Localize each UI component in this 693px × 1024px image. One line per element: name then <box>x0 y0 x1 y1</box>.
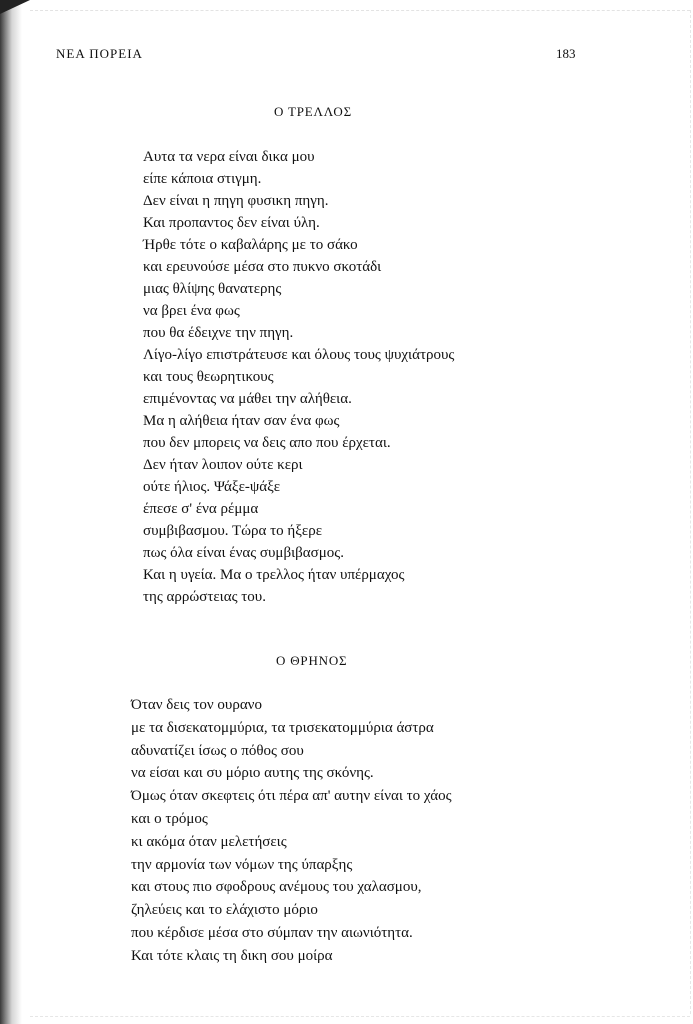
poem-line: που κέρδισε μέσα στο σύμπαν την αιωνιότητα. <box>131 924 413 941</box>
poem-line: και τους θεωρητικους <box>143 369 274 385</box>
poem-line: Αυτα τα νερα είναι δικα μου <box>143 149 315 165</box>
poem-line: ούτε ήλιος. Ψάξε-ψάξε <box>143 479 281 495</box>
poem-line: Δεν ήταν λοιπον ούτε κερι <box>143 457 303 473</box>
poem-line: Ήρθε τότε ο καβαλάρης με το σάκο <box>143 237 358 253</box>
poem-line: Μα η αλήθεια ήταν σαν ένα φως <box>143 413 340 429</box>
poem-line: έπεσε σ' ένα ρέμμα <box>143 501 259 517</box>
poem-line: είπε κάποια στιγμη. <box>143 171 262 187</box>
poem-line: την αρμονία των νόμων της ύπαρξης <box>131 856 353 873</box>
poem-line: Και η υγεία. Μα ο τρελλος ήταν υπέρμαχος <box>143 567 405 583</box>
page-edge-bottom <box>30 1016 690 1018</box>
poem-title: Ο ΘΡΗΝΟΣ <box>276 653 348 668</box>
poem-line: πως όλα είναι ένας συμβιβασμος. <box>143 545 344 561</box>
page-number: 183 <box>556 46 576 61</box>
running-head: ΝΕΑ ΠΟΡΕΙΑ <box>56 46 143 61</box>
poem-body <box>143 146 454 608</box>
poem-line: που θα έδειχνε την πηγη. <box>143 325 294 341</box>
page-corner <box>0 0 30 14</box>
poem-line: αδυνατίζει ίσως ο πόθος σου <box>131 742 304 759</box>
poem-line: συμβιβασμου. Τώρα το ήξερε <box>143 523 323 539</box>
poem-line: και ερευνούσε μέσα στο πυκνο σκοτάδι <box>143 259 382 275</box>
page-edge-top <box>30 10 690 12</box>
poem-line: Όταν δεις τον ουρανο <box>131 697 262 713</box>
poem-line: Δεν είναι η πηγη φυσικη πηγη. <box>143 193 329 209</box>
poem-line: Και τότε κλαις τη δικη σου μοίρα <box>131 947 333 964</box>
page-edge-right <box>689 10 691 1014</box>
poem-line: Και προπαντος δεν είναι ύλη. <box>143 215 320 231</box>
poem-line: και στους πιο σφοδρους ανέμους του χαλασμου, <box>131 879 422 896</box>
poem-line: κι ακόμα όταν μελετήσεις <box>131 833 287 850</box>
poem-line: Λίγο-λίγο επιστράτευσε και όλους τους ψυχιάτρους <box>143 347 455 363</box>
poem-line: της αρρώστειας του. <box>143 589 266 605</box>
poem-body <box>131 694 452 968</box>
poem-line: ζηλεύεις και το ελάχιστο μόριο <box>131 902 318 919</box>
poem-line: επιμένοντας να μάθει την αλήθεια. <box>143 391 352 407</box>
poem-line: μιας θλίψης θανατερης <box>143 281 282 297</box>
poem-line: να βρει ένα φως <box>143 303 240 319</box>
poem-line: Όμως όταν σκεφτεις ότι πέρα απ' αυτην είναι το χάος <box>131 788 452 805</box>
poem-title: Ο ΤΡΕΛΛΟΣ <box>274 104 352 119</box>
poem-line: να είσαι και συ μόριο αυτης της σκόνης. <box>131 765 374 782</box>
poem-line: και ο τρόμος <box>131 810 208 827</box>
binding-shadow <box>0 0 22 1024</box>
poem-line: με τα δισεκατομμύρια, τα τρισεκατομμύρια άστρα <box>131 719 434 736</box>
poem-line: που δεν μπορεις να δεις απο που έρχεται. <box>143 435 391 451</box>
